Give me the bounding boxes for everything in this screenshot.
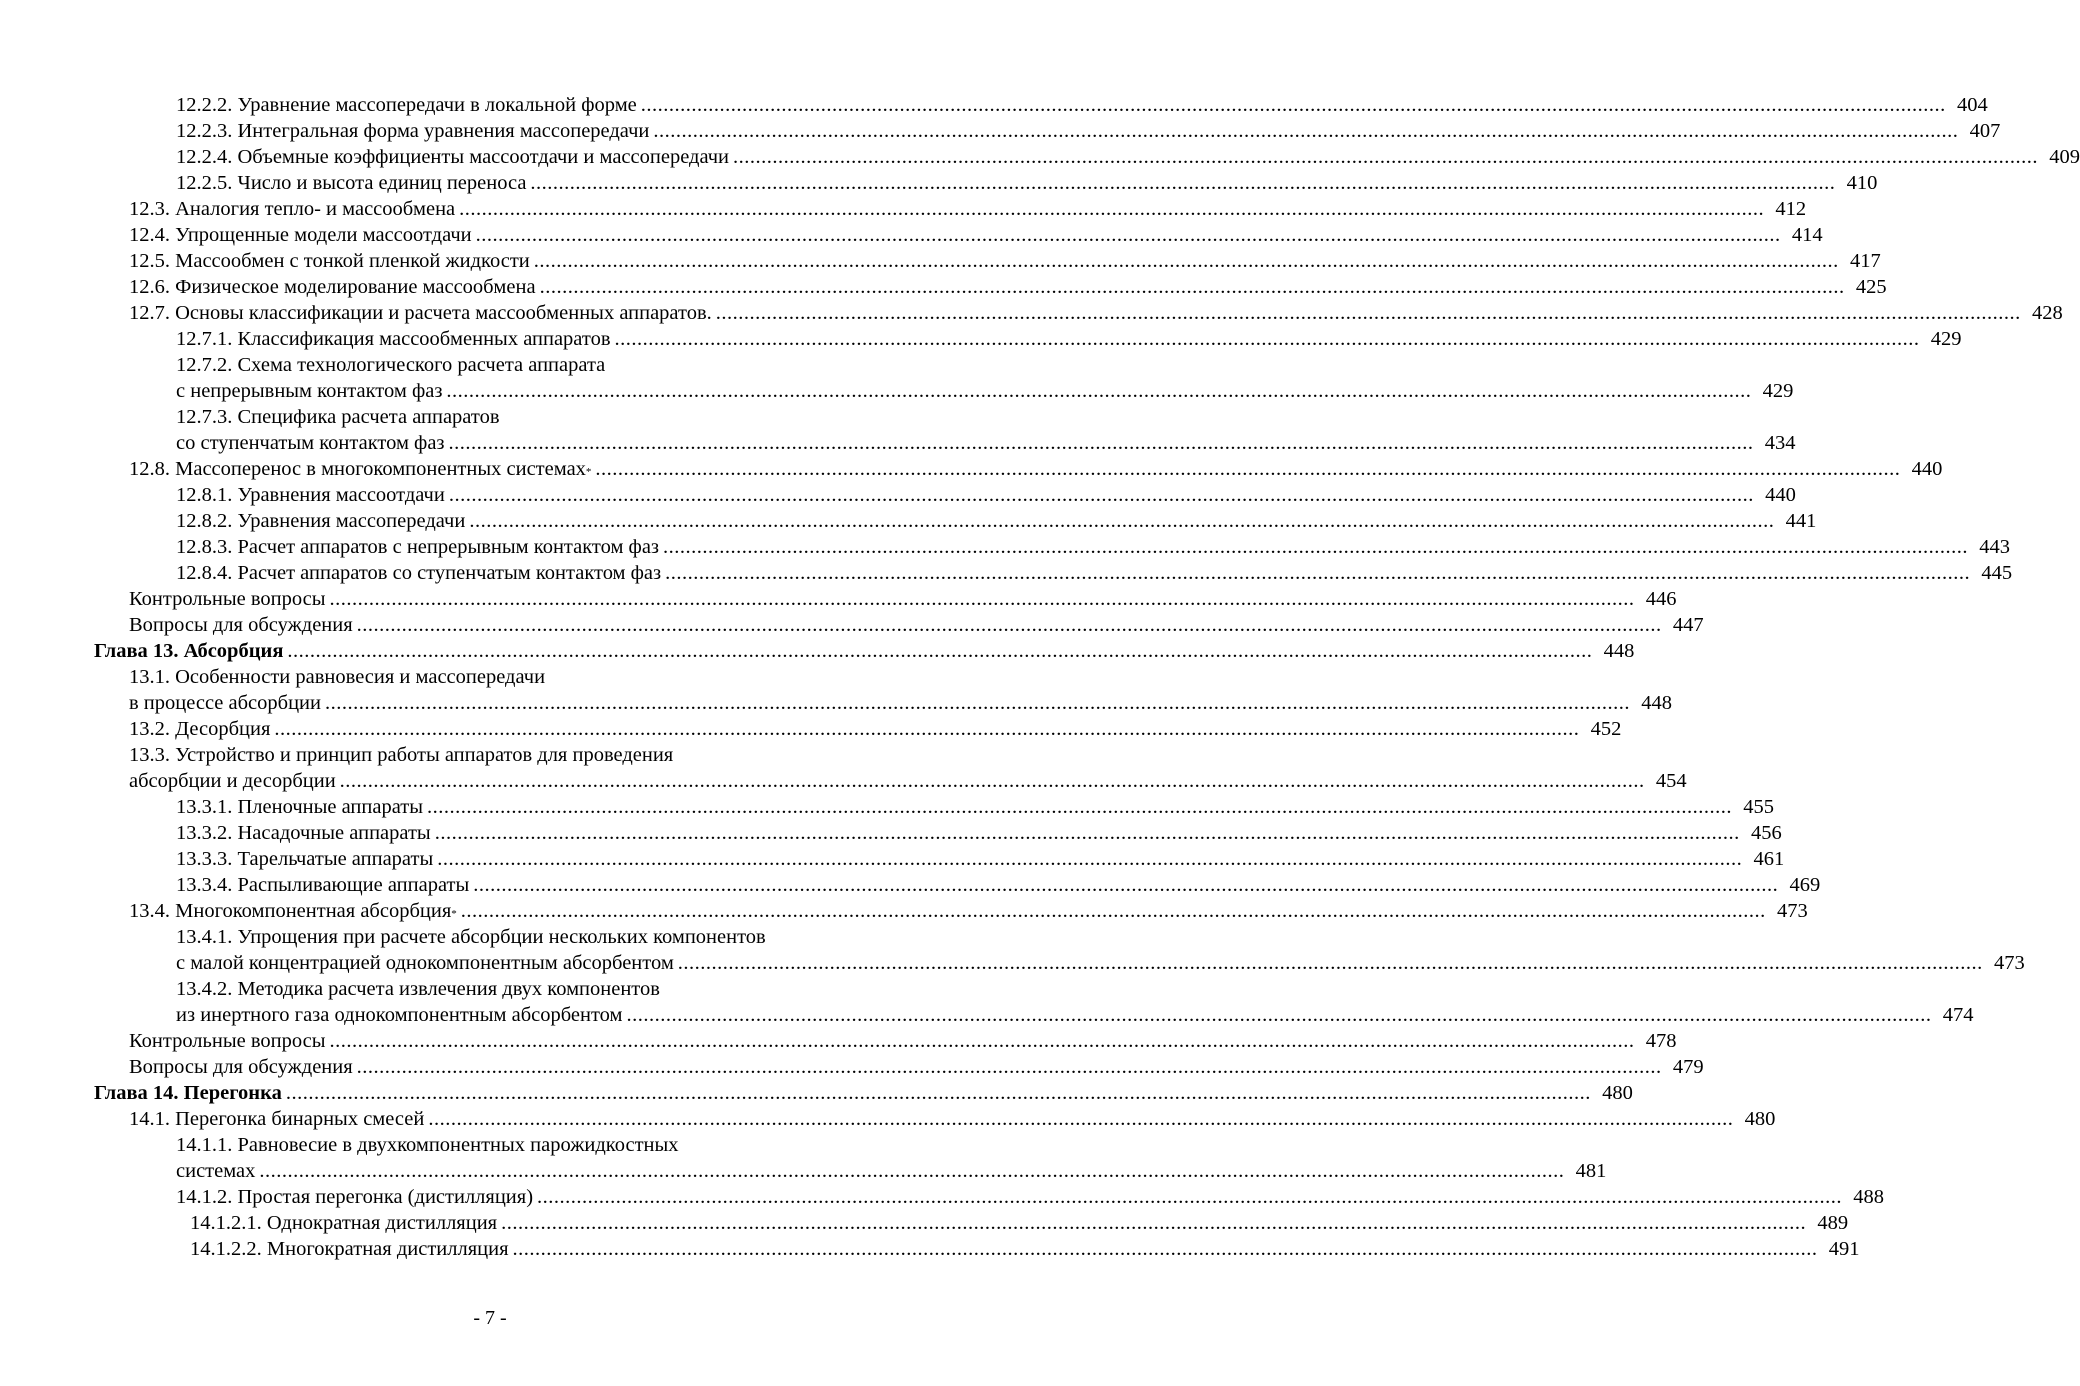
dot-leader xyxy=(534,248,1839,274)
dot-leader xyxy=(274,716,1579,742)
toc-entry-title: 13.4.1. Упрощения при расчете абсорбции нескольких компонентов xyxy=(176,926,766,948)
dot-leader xyxy=(259,1158,1564,1184)
toc-entry-page: 478 xyxy=(1645,1030,1677,1052)
dot-leader xyxy=(435,820,1740,846)
dot-leader xyxy=(357,612,1662,638)
dot-leader xyxy=(459,196,1764,222)
toc-entry-page: 469 xyxy=(1789,874,1821,896)
toc-entry-title: Вопросы для обсуждения xyxy=(129,1056,353,1078)
chapter-entry xyxy=(0,638,1635,664)
toc-entry-title: Глава 13. Абсорбция xyxy=(94,640,284,662)
dot-leader xyxy=(449,430,1754,456)
toc-entry-title: 13.3.2. Насадочные аппараты xyxy=(176,822,431,844)
toc-entry xyxy=(0,170,1878,196)
toc-entry-title: 14.1. Перегонка бинарных смесей xyxy=(129,1108,425,1130)
toc-entry-page: 446 xyxy=(1645,588,1677,610)
toc-entry-title: абсорбции и десорбции xyxy=(129,770,336,792)
dot-leader xyxy=(437,846,1742,872)
toc-entry-page: 474 xyxy=(1942,1004,1974,1026)
toc-entry xyxy=(0,482,1796,508)
toc-entry-page: 440 xyxy=(1765,484,1796,506)
toc-entry-page: 455 xyxy=(1743,796,1775,818)
toc-entry-title: 12.8.4. Расчет аппаратов со ступенчатым контактом фаз xyxy=(176,562,662,584)
table-of-contents xyxy=(0,92,2080,1262)
toc-entry-page: 481 xyxy=(1575,1160,1607,1182)
toc-entry-page: 441 xyxy=(1785,510,1817,532)
toc-entry-page: 480 xyxy=(1744,1108,1776,1130)
toc-entry-title: 12.8.1. Уравнения массоотдачи xyxy=(176,484,445,506)
toc-entry xyxy=(0,664,1016,690)
toc-entry-title: 14.1.2.1. Однократная дистилляция xyxy=(190,1212,498,1234)
toc-entry-title: 13.3.4. Распыливающие аппараты xyxy=(176,874,470,896)
dot-leader xyxy=(537,1184,1842,1210)
dot-leader xyxy=(461,898,1766,924)
toc-entry-page: 429 xyxy=(1762,380,1794,402)
toc-entry-page: 448 xyxy=(1641,692,1672,714)
dot-leader xyxy=(449,482,1754,508)
toc-entry xyxy=(0,248,1881,274)
toc-entry-title: Контрольные вопросы xyxy=(129,1030,326,1052)
toc-entry-page: 414 xyxy=(1791,224,1823,246)
toc-entry-title: 14.1.1. Равновесие в двухкомпонентных парожидкостных xyxy=(176,1134,679,1156)
toc-entry-page: 480 xyxy=(1602,1082,1633,1104)
toc-entry-title: с малой концентрацией однокомпонентным абсорбентом xyxy=(176,952,674,974)
dot-leader xyxy=(641,92,1946,118)
toc-entry-page: 445 xyxy=(1981,562,2013,584)
toc-entry xyxy=(0,1236,1860,1262)
dot-leader xyxy=(286,1080,1591,1106)
toc-entry-page: 425 xyxy=(1855,276,1887,298)
toc-entry-title: системах xyxy=(176,1160,256,1182)
toc-entry-page: 461 xyxy=(1753,848,1785,870)
toc-entry xyxy=(0,404,1063,430)
dot-leader xyxy=(653,118,1958,144)
toc-entry xyxy=(0,534,2011,560)
toc-entry xyxy=(0,1158,1607,1184)
toc-entry xyxy=(0,1054,1704,1080)
dot-leader xyxy=(627,1002,1932,1028)
toc-entry xyxy=(0,1210,1849,1236)
toc-entry-page: 454 xyxy=(1655,770,1687,792)
toc-entry-title: 12.7.3. Специфика расчета аппаратов xyxy=(176,406,500,428)
toc-entry-title: 12.7.2. Схема технологического расчета аппарата xyxy=(176,354,606,376)
toc-entry-page: 429 xyxy=(1930,328,1962,350)
toc-entry-page: 409 xyxy=(2049,146,2080,168)
toc-entry-page: 448 xyxy=(1603,640,1635,662)
toc-entry xyxy=(0,430,1796,456)
toc-entry xyxy=(0,690,1672,716)
toc-entry-title: Вопросы для обсуждения xyxy=(129,614,353,636)
toc-entry-page: 428 xyxy=(2032,302,2063,324)
toc-entry-title: 12.4. Упрощенные модели массоотдачи xyxy=(129,224,472,246)
toc-entry xyxy=(0,612,1704,638)
toc-entry-title: со ступенчатым контактом фаз xyxy=(176,432,445,454)
toc-entry-page: 417 xyxy=(1850,250,1881,272)
toc-entry-title: из инертного газа однокомпонентным абсорбентом xyxy=(176,1004,623,1026)
toc-entry-title: 12.8.2. Уравнения массопередачи xyxy=(176,510,466,532)
chapter-entry xyxy=(0,1080,1633,1106)
dot-leader xyxy=(469,508,1774,534)
toc-entry-title: 12.2.4. Объемные коэффициенты массоотдачи и массопередачи xyxy=(176,146,730,168)
dot-leader xyxy=(428,1106,1733,1132)
toc-entry-title: 13.4. Многокомпонентная абсорбция xyxy=(129,900,452,922)
dot-leader xyxy=(473,872,1778,898)
toc-entry xyxy=(0,378,1794,404)
toc-entry-title: Глава 14. Перегонка xyxy=(94,1082,282,1104)
toc-entry-title: 13.4.2. Методика расчета извлечения двух компонентов xyxy=(176,978,660,1000)
toc-entry-title: 13.3.3. Тарельчатые аппараты xyxy=(176,848,434,870)
toc-entry xyxy=(0,742,1016,768)
toc-entry-page: 443 xyxy=(1979,536,2011,558)
dot-leader xyxy=(615,326,1920,352)
toc-entry-page: 473 xyxy=(1994,952,2025,974)
dot-leader xyxy=(595,456,1900,482)
toc-entry-page: 434 xyxy=(1764,432,1796,454)
toc-entry xyxy=(0,794,1775,820)
toc-entry-title: 12.2.3. Интегральная форма уравнения массопередачи xyxy=(176,120,650,142)
toc-entry xyxy=(0,1028,1677,1054)
toc-entry-title: 13.3.1. Пленочные аппараты xyxy=(176,796,424,818)
toc-entry-page: 479 xyxy=(1672,1056,1704,1078)
toc-entry xyxy=(0,924,1063,950)
toc-entry xyxy=(0,560,2013,586)
dot-leader xyxy=(513,1236,1818,1262)
toc-entry-page: 407 xyxy=(1969,120,2001,142)
toc-entry-page: 473 xyxy=(1777,900,1808,922)
toc-entry-title: 12.3. Аналогия тепло- и массообмена xyxy=(129,198,456,220)
dot-leader xyxy=(287,638,1592,664)
toc-entry-page: 404 xyxy=(1957,94,1988,116)
toc-entry-page: 491 xyxy=(1828,1238,1860,1260)
dot-leader xyxy=(325,690,1630,716)
dot-leader xyxy=(476,222,1781,248)
dot-leader xyxy=(357,1054,1662,1080)
toc-entry xyxy=(0,872,1821,898)
toc-entry xyxy=(0,274,1887,300)
toc-entry xyxy=(0,1184,1885,1210)
toc-entry xyxy=(0,846,1785,872)
dot-leader xyxy=(665,560,1970,586)
dot-leader xyxy=(427,794,1732,820)
toc-entry-page: 456 xyxy=(1750,822,1782,844)
toc-entry-title: 12.8.3. Расчет аппаратов с непрерывным контактом фаз xyxy=(176,536,660,558)
toc-entry-title: 14.1.2.2. Многократная дистилляция xyxy=(190,1238,509,1260)
toc-entry xyxy=(0,300,2063,326)
toc-entry-title: 12.2.5. Число и высота единиц переноса xyxy=(176,172,527,194)
toc-entry-title: Контрольные вопросы xyxy=(129,588,326,610)
toc-entry-title: в процессе абсорбции xyxy=(129,692,321,714)
toc-entry-title: 12.7. Основы классификации и расчета массообменных аппаратов. xyxy=(129,302,712,324)
toc-entry xyxy=(0,222,1823,248)
toc-entry: 13.4. Многокомпонентная абсорбция * ..... 473 xyxy=(0,898,1016,924)
toc-entry xyxy=(0,716,1622,742)
toc-entry-title: 13.1. Особенности равновесия и массопередачи xyxy=(129,666,546,688)
toc-entry-page: 447 xyxy=(1672,614,1704,636)
toc-entry-page: 410 xyxy=(1846,172,1878,194)
toc-entry-title: 12.2.2. Уравнение массопередачи в локальной форме xyxy=(176,94,637,116)
toc-entry xyxy=(0,820,1782,846)
toc-entry xyxy=(0,586,1677,612)
dot-leader xyxy=(716,300,2021,326)
toc-entry xyxy=(0,976,1063,1002)
toc-entry xyxy=(0,352,1063,378)
toc-entry-page: 489 xyxy=(1817,1212,1849,1234)
dot-leader xyxy=(663,534,1968,560)
dot-leader xyxy=(501,1210,1806,1236)
toc-entry-title: 14.1.2. Простая перегонка (дистилляция) xyxy=(176,1186,534,1208)
toc-entry-page: 440 xyxy=(1911,458,1943,480)
toc-entry-title: 13.3. Устройство и принцип работы аппаратов для проведения xyxy=(129,744,674,766)
toc-entry xyxy=(0,92,1988,118)
dot-leader xyxy=(340,768,1645,794)
toc-entry xyxy=(0,1106,1776,1132)
toc-entry: 12.8. Массоперенос в многокомпонентных системах * ..... 440 xyxy=(0,456,1016,482)
toc-entry xyxy=(0,768,1687,794)
toc-entry-title: с непрерывным контактом фаз xyxy=(176,380,443,402)
toc-entry-page: 452 xyxy=(1590,718,1622,740)
dot-leader xyxy=(330,1028,1635,1054)
toc-entry xyxy=(0,326,1962,352)
dot-leader xyxy=(530,170,1835,196)
toc-entry-title: 12.5. Массообмен с тонкой пленкой жидкости xyxy=(129,250,530,272)
toc-entry xyxy=(0,1132,1063,1158)
toc-entry-page: 488 xyxy=(1853,1186,1885,1208)
toc-entry xyxy=(0,1002,1974,1028)
toc-entry-page: 412 xyxy=(1775,198,1807,220)
dot-leader xyxy=(540,274,1845,300)
dot-leader xyxy=(678,950,1983,976)
dot-leader xyxy=(330,586,1635,612)
toc-entry xyxy=(0,118,2001,144)
page-number: - 7 - xyxy=(473,1307,507,1329)
toc-entry xyxy=(0,950,2025,976)
toc-entry-title: 13.2. Десорбция xyxy=(129,718,271,740)
toc-entry xyxy=(0,144,2080,170)
toc-entry xyxy=(0,508,1817,534)
toc-entry xyxy=(0,196,1807,222)
toc-entry-title: 12.8. Массоперенос в многокомпонентных системах xyxy=(129,458,586,480)
toc-entry-title: 12.6. Физическое моделирование массообмена xyxy=(129,276,536,298)
toc-entry-title: 12.7.1. Классификация массообменных аппаратов xyxy=(176,328,611,350)
dot-leader xyxy=(446,378,1751,404)
dot-leader xyxy=(733,144,2038,170)
